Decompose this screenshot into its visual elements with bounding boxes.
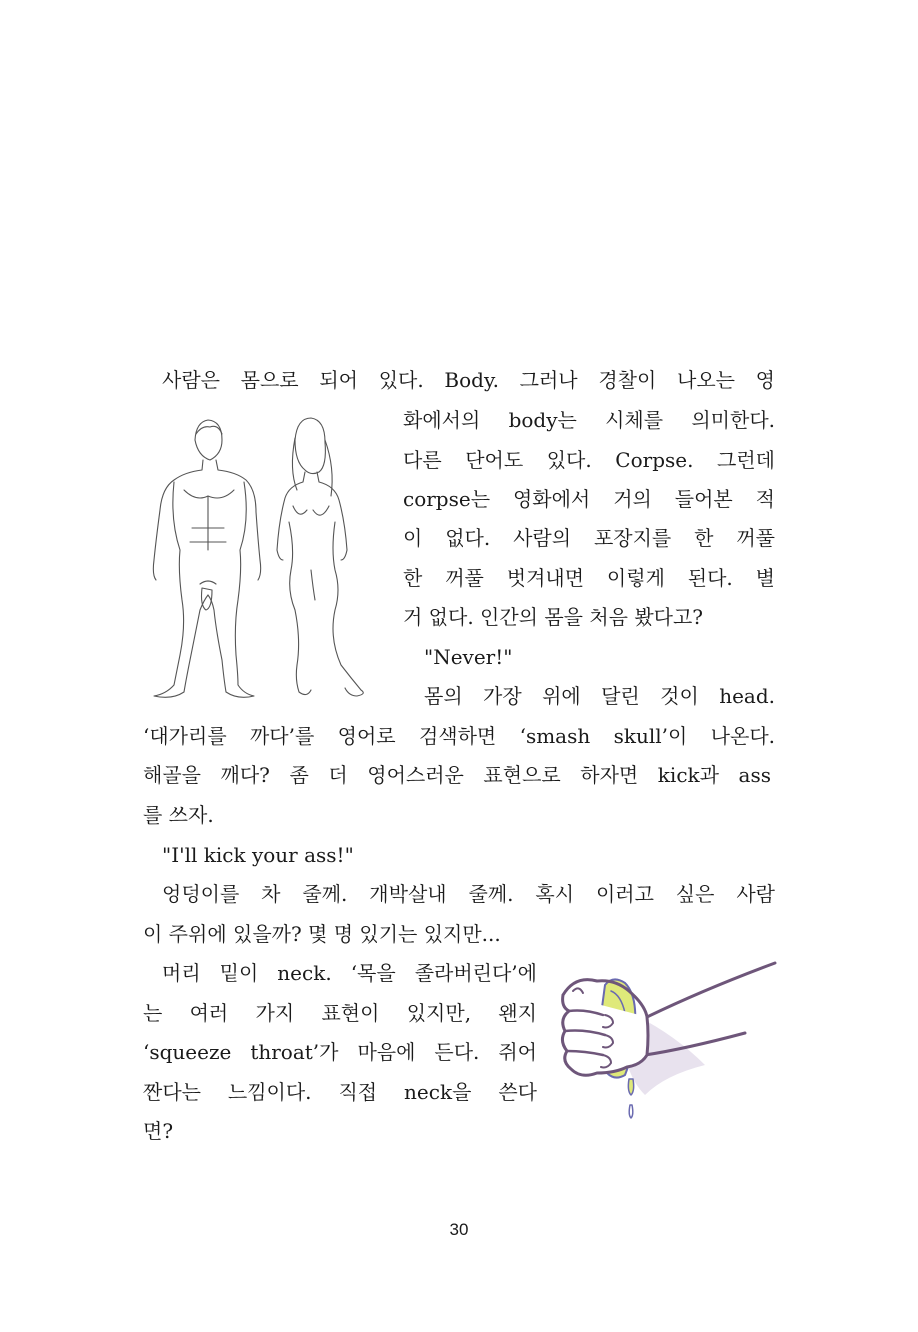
text-line: 다른 단어도 있다. Corpse. 그런데 [403, 448, 775, 472]
text-line: ‘squeeze throat’가 마음에 든다. 쥐어 [143, 1040, 537, 1064]
text-line: 거 없다. 인간의 몸을 처음 봤다고? [403, 605, 704, 629]
text-line: 면? [143, 1119, 174, 1143]
text-line: 사람은 몸으로 되어 있다. Body. 그러나 경찰이 나오는 영 [162, 368, 775, 392]
text-line: 몸의 가장 위에 달린 것이 head. [424, 684, 775, 708]
text-line: 를 쓰자. [143, 803, 214, 827]
text-line: 이 없다. 사람의 포장지를 한 꺼풀 [403, 526, 775, 550]
text-line: 이 주위에 있을까? 몇 명 있기는 있지만... [143, 922, 501, 946]
text-line: ‘대가리를 까다’를 영어로 검색하면 ‘smash skull’이 나온다. [143, 724, 775, 748]
text-line: corpse는 영화에서 거의 들어본 적 [403, 487, 775, 511]
text-line: 짠다는 느낌이다. 직접 neck을 쓴다 [143, 1080, 537, 1104]
male-figure [153, 420, 260, 697]
human-bodies-illustration [140, 410, 395, 705]
page-number: 30 [449, 1220, 469, 1239]
female-figure [277, 418, 363, 696]
text-line: 엉덩이를 차 줄께. 개박살내 줄께. 혹시 이러고 싶은 사람 [162, 882, 775, 906]
quote-line: "I'll kick your ass!" [162, 843, 354, 867]
text-line: 해골을 깨다? 좀 더 영어스러운 표현으로 하자면 kick과 ass [143, 763, 771, 787]
text-line: 화에서의 body는 시체를 의미한다. [403, 408, 775, 432]
quote-line: "Never!" [424, 645, 513, 669]
squeezing-hand-illustration [555, 955, 780, 1125]
text-line: 는 여러 가지 표현이 있지만, 왠지 [143, 1001, 537, 1025]
text-line: 머리 밑이 neck. ‘목을 졸라버린다’에 [162, 961, 537, 985]
text-line: 한 꺼풀 벗겨내면 이렇게 된다. 별 [403, 566, 775, 590]
